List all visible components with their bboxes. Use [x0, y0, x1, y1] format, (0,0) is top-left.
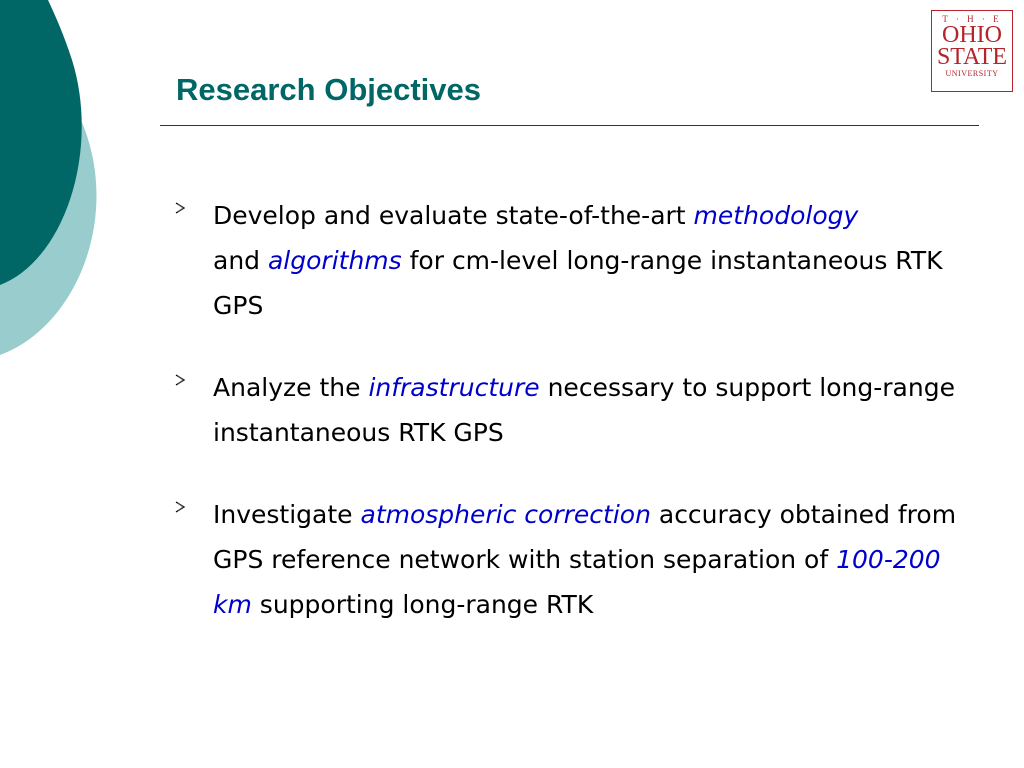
logo-line-university: UNIVERSITY	[945, 69, 999, 78]
objective-text	[213, 201, 943, 320]
slide-title: Research Objectives	[176, 72, 482, 107]
arrow-bullet-icon	[172, 372, 188, 388]
text-run: accuracy obtained from GPS reference network with station separation of	[213, 500, 957, 574]
highlight-methodology: methodology	[693, 201, 859, 230]
highlight-infrastructure: infrastructure	[368, 373, 540, 402]
arrow-bullet-icon	[172, 499, 188, 515]
arrow-bullet-icon	[172, 200, 188, 216]
objectives-list	[172, 193, 962, 664]
objective-text	[213, 500, 956, 619]
objective-item-methodology	[172, 193, 962, 328]
objective-item-infrastructure	[172, 365, 962, 455]
logo-line-ohio: OHIO	[942, 22, 1002, 48]
logo-line-the: T · H · E	[942, 14, 1002, 24]
highlight-atmospheric-correction: atmospheric correction	[360, 500, 651, 529]
text-run: Analyze the	[213, 373, 369, 402]
title-underline	[160, 125, 979, 126]
highlight-distance: 100-200 km	[213, 545, 941, 619]
objective-text	[213, 373, 955, 447]
text-run: for cm-level long-range instantaneous RTK GPS	[213, 246, 943, 320]
text-run: Investigate	[213, 500, 361, 529]
text-run: necessary to support long-range instantaneous RTK GPS	[213, 373, 955, 447]
text-run: Develop and evaluate state-of-the-art	[213, 201, 694, 230]
decorative-curves	[0, 0, 110, 360]
logo-line-state: STATE	[936, 44, 1008, 70]
text-run: supporting long-range RTK	[251, 590, 594, 619]
ohio-state-logo	[931, 10, 1013, 92]
text-run: and	[213, 246, 268, 275]
objective-item-atmospheric	[172, 492, 962, 627]
highlight-algorithms: algorithms	[267, 246, 402, 275]
